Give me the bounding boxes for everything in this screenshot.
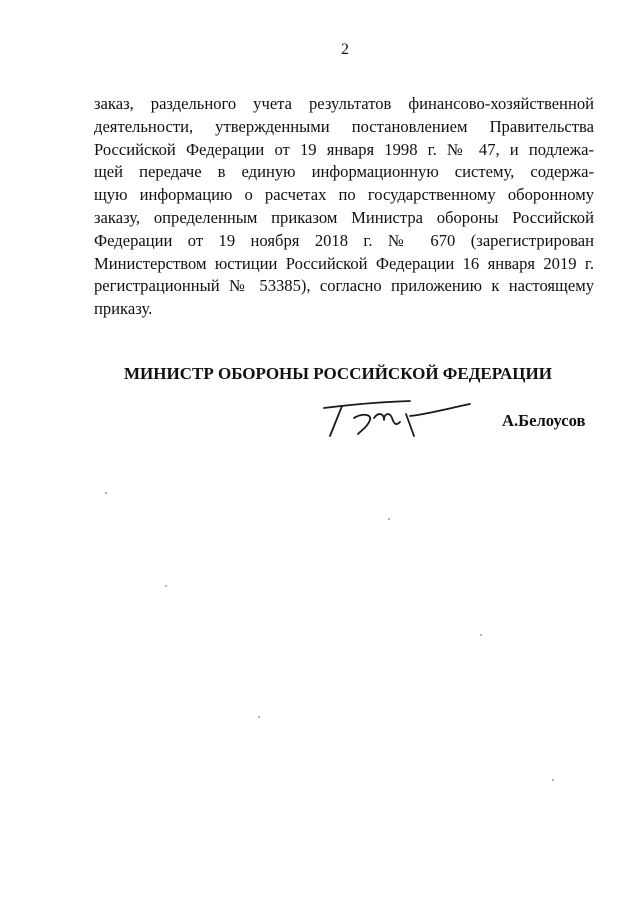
paragraph-line: Министерством юстиции Российской Федерации 16 января 2019 г. bbox=[94, 253, 594, 273]
paragraph-line: заказ, раздельного учета результатов финансово-хозяйственной bbox=[94, 94, 594, 113]
handwritten-signature bbox=[318, 396, 478, 444]
paragraph-line: Федерации от 19 ноября 2018 г. № 670 (зарегистрирован bbox=[94, 230, 594, 250]
paragraph-line: щей передаче в единую информационную систему, содержа- bbox=[94, 162, 594, 182]
paragraph-line: регистрационный № 53385), согласно приложению к настоящему bbox=[94, 276, 594, 296]
scan-speck bbox=[388, 518, 390, 520]
page-number: 2 bbox=[341, 41, 349, 58]
paragraph-line: щую информацию о расчетах по государственному оборонному bbox=[94, 185, 594, 205]
paragraph-line: заказу, определенным приказом Министра обороны Российской bbox=[94, 207, 594, 227]
scan-speck bbox=[165, 585, 167, 587]
scan-speck bbox=[258, 716, 260, 718]
scan-speck bbox=[552, 779, 554, 781]
signatory-name: А.Белоусов bbox=[502, 411, 586, 430]
signatory-title: МИНИСТР ОБОРОНЫ РОССИЙСКОЙ ФЕДЕРАЦИИ bbox=[124, 364, 552, 383]
paragraph-line: Российской Федерации от 19 января 1998 г. № 47, и подлежа- bbox=[94, 139, 594, 159]
paragraph-line: деятельности, утвержденными постановлением Правительства bbox=[94, 116, 594, 136]
paragraph-line: приказу. bbox=[94, 299, 153, 319]
scan-speck bbox=[105, 492, 107, 494]
order-paragraph bbox=[94, 93, 594, 321]
scan-speck bbox=[480, 634, 482, 636]
